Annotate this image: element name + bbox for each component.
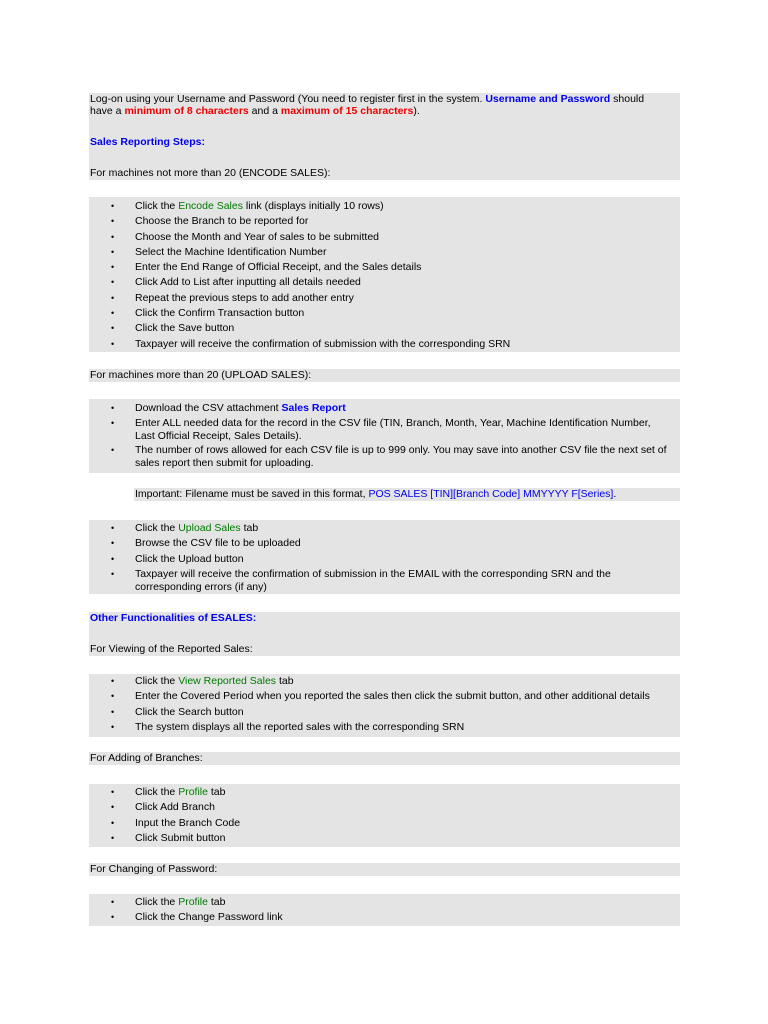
bullet-icon: • [111, 323, 115, 334]
list-item-text: Click the [135, 200, 179, 212]
list-item [89, 199, 680, 214]
list-item-text: Click Add to List after inputting all details needed [135, 276, 361, 289]
list-item [89, 337, 680, 352]
bullet-icon: • [111, 568, 115, 579]
list-item [89, 275, 680, 290]
list-item [89, 401, 680, 416]
list-item [89, 416, 680, 443]
list-item [89, 321, 680, 336]
branch-heading-block [89, 752, 680, 765]
bullet-icon: • [111, 246, 115, 257]
list-item-text: sales report then submit for uploading. [135, 457, 314, 470]
list-item-text [135, 568, 680, 594]
list-item [89, 689, 680, 704]
bullet-icon: • [111, 338, 115, 349]
upload-steps-block [89, 520, 680, 594]
list-item [89, 567, 680, 594]
list-item [89, 800, 680, 815]
list-item-text: Taxpayer will receive the confirmation of submission in the EMAIL with the corresponding SRN and the [135, 567, 611, 580]
encode-steps-block [89, 197, 680, 352]
branch-steps-block [89, 784, 680, 847]
list-item [89, 785, 680, 800]
encode-heading: For machines not more than 20 (ENCODE SALES): [90, 167, 331, 179]
bullet-icon: • [111, 832, 115, 843]
upload-prep-list [89, 401, 680, 470]
list-item [89, 831, 680, 846]
branch-steps-list [89, 785, 680, 846]
list-item-text: tab [276, 675, 294, 687]
list-item-text: corresponding errors (if any) [135, 580, 267, 593]
list-item [89, 521, 680, 536]
list-item [89, 443, 680, 470]
bullet-icon: • [111, 262, 115, 273]
bullet-icon: • [111, 231, 115, 242]
list-item-text [135, 674, 294, 689]
list-item-text: Select the Machine Identification Number [135, 245, 327, 258]
bullet-icon: • [111, 676, 115, 686]
list-item-text: Click Submit button [135, 831, 226, 844]
bullet-icon: • [111, 292, 115, 303]
list-item-text: Click the [135, 896, 179, 908]
list-item-text: Click Add Branch [135, 801, 215, 814]
min-chars-emphasis: minimum of 8 characters [124, 105, 249, 117]
list-item [89, 552, 680, 567]
profile-tab-link[interactable]: Profile [178, 896, 208, 908]
list-item [89, 910, 680, 925]
sales-steps-heading: Sales Reporting Steps: [90, 136, 205, 148]
intro-text: should [610, 93, 645, 105]
intro-text: and a [248, 105, 281, 117]
list-item-text: Choose the Month and Year of sales to be submitted [135, 230, 379, 243]
bullet-icon: • [111, 201, 115, 211]
bullet-icon: • [111, 721, 115, 732]
list-item-text: Click the Save button [135, 322, 235, 335]
view-steps-list [89, 674, 680, 735]
important-note-text: Important: Filename must be saved in this format, [135, 488, 369, 500]
list-item-text: tab [207, 896, 226, 908]
bullet-icon: • [111, 523, 115, 533]
bullet-icon: • [111, 216, 115, 227]
list-item-text [135, 895, 225, 910]
upload-heading-block [89, 369, 680, 382]
bullet-icon: • [111, 691, 115, 702]
list-item-text: Enter the Covered Period when you reported the sales then click the submit button, and other additional details [135, 690, 650, 703]
view-heading: For Viewing of the Reported Sales: [90, 643, 253, 655]
list-item-text: tab [240, 522, 259, 534]
list-item [89, 674, 680, 689]
view-reported-sales-tab-link[interactable]: View Reported Sales [178, 675, 277, 687]
list-item-text: Click the Upload button [135, 552, 244, 565]
intro-text: ). [413, 105, 420, 117]
list-item [89, 895, 680, 910]
password-heading-block [89, 863, 680, 876]
upload-prep-block [89, 399, 680, 473]
list-item-text: Choose the Branch to be reported for [135, 215, 309, 228]
list-item-text: Input the Branch Code [135, 816, 241, 829]
encode-steps-list [89, 199, 680, 352]
list-item-text: Click the Search button [135, 705, 244, 718]
upload-steps-list [89, 521, 680, 594]
intro-line-1 [90, 93, 644, 105]
list-item-text: Click the [135, 675, 179, 687]
bullet-icon: • [111, 897, 115, 907]
bullet-icon: • [111, 308, 115, 319]
bullet-icon: • [111, 445, 115, 456]
list-item-text: Enter ALL needed data for the record in the CSV file (TIN, Branch, Month, Year, Machine Identification Number, [135, 417, 651, 430]
max-chars-emphasis: maximum of 15 characters [280, 105, 414, 117]
list-item-text: The system displays all the reported sales with the corresponding SRN [135, 720, 465, 733]
bullet-icon: • [111, 912, 115, 923]
password-steps-list [89, 895, 680, 926]
bullet-icon: • [111, 403, 115, 413]
bullet-icon: • [111, 277, 115, 288]
other-functionalities-block [89, 612, 680, 656]
bullet-icon: • [111, 553, 115, 564]
list-item [89, 245, 680, 260]
filename-format: POS SALES [TIN][Branch Code] MMYYYY F[Series] [368, 488, 614, 500]
upload-heading: For machines more than 20 (UPLOAD SALES): [90, 369, 312, 381]
bullet-icon: • [111, 418, 115, 429]
list-item-text: Browse the CSV file to be uploaded [135, 537, 301, 550]
list-item-text: Download the CSV attachment [135, 402, 282, 414]
intro-block [89, 93, 680, 180]
view-steps-block [89, 674, 680, 737]
intro-text: have a [90, 105, 125, 117]
list-item-text: Click the [135, 522, 179, 534]
list-item [89, 306, 680, 321]
list-item-text [135, 401, 346, 416]
list-item-text [135, 417, 680, 443]
other-functionalities-heading: Other Functionalities of ESALES: [90, 612, 257, 624]
list-item-text: Click the [135, 786, 179, 798]
important-note-text: . [613, 488, 617, 500]
list-item-text [135, 444, 680, 470]
change-password-step: Click the Change Password link [135, 911, 283, 924]
list-item [89, 816, 680, 831]
bullet-icon: • [111, 817, 115, 828]
sales-report-link[interactable]: Sales Report [281, 402, 346, 414]
list-item [89, 720, 680, 735]
list-item [89, 260, 680, 275]
encode-sales-link[interactable]: Encode Sales [178, 200, 243, 212]
list-item [89, 214, 680, 229]
list-item-text: link (displays initially 10 rows) [242, 200, 384, 212]
branch-heading: For Adding of Branches: [90, 752, 203, 764]
username-password-emphasis: Username and Password [485, 93, 611, 105]
important-note [135, 488, 616, 500]
list-item-text: Taxpayer will receive the confirmation of submission with the corresponding SRN [135, 337, 511, 350]
bullet-icon: • [111, 802, 115, 813]
list-item-text: Last Official Receipt, Sales Details). [135, 430, 302, 443]
list-item [89, 536, 680, 551]
list-item-text: Repeat the previous steps to add another entry [135, 291, 354, 304]
intro-line-2 [90, 105, 420, 117]
password-heading: For Changing of Password: [90, 863, 218, 875]
password-steps-block [89, 894, 680, 926]
bullet-icon: • [111, 787, 115, 797]
list-item-text: tab [207, 786, 226, 798]
list-item [89, 230, 680, 245]
list-item-text: Enter the End Range of Official Receipt, and the Sales details [135, 261, 422, 274]
important-note-block [134, 488, 680, 501]
list-item [89, 705, 680, 720]
bullet-icon: • [111, 706, 115, 717]
upload-sales-tab-link[interactable]: Upload Sales [178, 522, 241, 534]
profile-tab-link[interactable]: Profile [178, 786, 208, 798]
bullet-icon: • [111, 538, 115, 549]
list-item-text: The number of rows allowed for each CSV file is up to 999 only. You may save into another CSV file the next set of [135, 444, 667, 457]
list-item-text [135, 785, 225, 800]
list-item-text: Click the Confirm Transaction button [135, 307, 305, 320]
list-item [89, 291, 680, 306]
list-item-text [135, 199, 384, 214]
list-item-text [135, 521, 258, 536]
intro-text: Log-on using your Username and Password (You need to register first in the system. [90, 93, 486, 105]
